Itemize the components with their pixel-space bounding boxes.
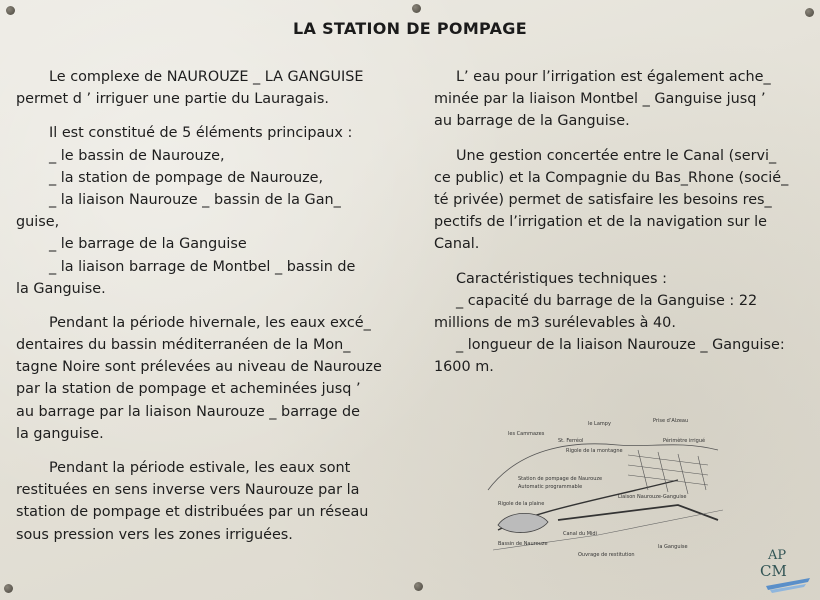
diagram-label-peremetre: Périmètre irrigué — [663, 438, 706, 444]
left-column-line: Pendant la période estivale, les eaux sont — [49, 460, 351, 476]
left-column-line: _ le bassin de Naurouze, — [49, 147, 225, 164]
right-column-line: L’ eau pour l’irrigation est également ache_ — [456, 69, 771, 85]
paragraph-gap — [434, 133, 816, 145]
irrigation-diagram — [478, 410, 728, 570]
right-column-line: millions de m3 surélevables à 40. — [434, 314, 676, 331]
left-column-line: _ la liaison Naurouze _ bassin de la Gan_ — [49, 191, 341, 208]
diagram-label-liaison: Liaison Naurouze-Ganguise — [618, 494, 687, 500]
left-column-line: _ le barrage de la Ganguise — [49, 236, 247, 253]
right-column-line: ce public) et la Compagnie du Bas_Rhone (socié_ — [434, 169, 789, 186]
left-column-line: Il est constitué de 5 éléments principaux : — [49, 125, 353, 142]
left-column-line: dentaires du bassin méditerranéen de la Mon_ — [16, 337, 351, 354]
right-column-line: _ capacité du barrage de la Ganguise : 22 — [456, 292, 758, 309]
left-column-line: la ganguise. — [16, 425, 104, 442]
right-column-line: au barrage de la Ganguise. — [434, 113, 630, 130]
right-text-column — [434, 66, 816, 378]
diagram-label-prise: Prise d’Alzeau — [653, 418, 689, 424]
paragraph-gap — [434, 256, 816, 268]
right-column-line: té privée) permet de satisfaire les besoins res_ — [434, 191, 772, 208]
diagram-label-ouvrage: Ouvrage de restitution — [578, 552, 635, 558]
left-column-line: la Ganguise. — [16, 280, 106, 297]
right-column-line: _ longueur de la liaison Naurouze _ Ganguise: — [456, 337, 785, 354]
logo-top: AP — [768, 548, 787, 563]
left-column-line: au barrage par la liaison Naurouze _ barrage de — [16, 403, 360, 420]
diagram-label-lampy: le Lampy — [588, 421, 611, 427]
diagram-label-ganguise: la Ganguise — [658, 544, 688, 550]
logo-wave-icon — [756, 546, 812, 594]
diagram-label-rigole-plaine: Rigole de la plaine — [498, 501, 545, 507]
right-column-line: Une gestion concertée entre le Canal (servi_ — [456, 147, 777, 164]
panel-title: LA STATION DE POMPAGE — [293, 19, 527, 38]
diagram-label-automatic: Automatic programmable — [518, 484, 583, 490]
diagram-label-stferreol: St. Ferréol — [558, 438, 584, 444]
screw — [414, 582, 423, 591]
left-column-line: _ la liaison barrage de Montbel _ bassin de — [49, 258, 356, 275]
left-column-line: Pendant la période hivernale, les eaux excé_ — [49, 314, 371, 331]
left-column-line: Le complexe de NAUROUZE _ LA GANGUISE — [49, 69, 364, 85]
right-column-line: Canal. — [434, 236, 480, 253]
left-column-line: permet d ’ irriguer une partie du Lauragais. — [16, 91, 329, 108]
paragraph-gap — [16, 445, 396, 457]
left-text-column — [16, 66, 396, 546]
logo-bottom: CM — [760, 562, 787, 580]
screw — [412, 4, 421, 13]
left-column-line: tagne Noire sont prélevées au niveau de Naurouze — [16, 359, 382, 376]
left-column-line: sous pression vers les zones irriguées. — [16, 526, 293, 543]
diagram-bassin — [498, 513, 548, 532]
left-column-line: _ la station de pompage de Naurouze, — [49, 169, 324, 186]
paragraph-gap — [16, 110, 396, 122]
screw — [6, 6, 15, 15]
right-column-line: pectifs de l’irrigation et de la navigation sur le — [434, 214, 768, 231]
paragraph-gap — [16, 300, 396, 312]
left-column-line: par la station de pompage et acheminées jusq ’ — [16, 381, 361, 398]
diagram-liaison-line — [558, 505, 718, 520]
screw — [805, 8, 814, 17]
right-column-line: 1600 m. — [434, 359, 494, 376]
diagram-label-cammazes: les Cammazes — [508, 431, 545, 437]
screw — [4, 584, 13, 593]
diagram-label-station: Station de pompage de Naurouze — [518, 476, 603, 482]
diagram-label-bassin: Bassin de Naurouze — [498, 541, 548, 547]
diagram-label-rigole-montagne: Rigole de la montagne — [566, 448, 623, 454]
right-column-line: Caractéristiques techniques : — [456, 270, 667, 287]
diagram-grid — [628, 450, 708, 494]
left-column-line: restituées en sens inverse vers Naurouze par la — [16, 482, 360, 499]
diagram-label-canal: Canal du Midi — [563, 531, 597, 537]
left-column-line: guise, — [16, 214, 60, 231]
right-column-line: minée par la liaison Montbel _ Ganguise jusq ’ — [434, 91, 766, 108]
left-column-line: station de pompage et distribuées par un réseau — [16, 504, 369, 521]
